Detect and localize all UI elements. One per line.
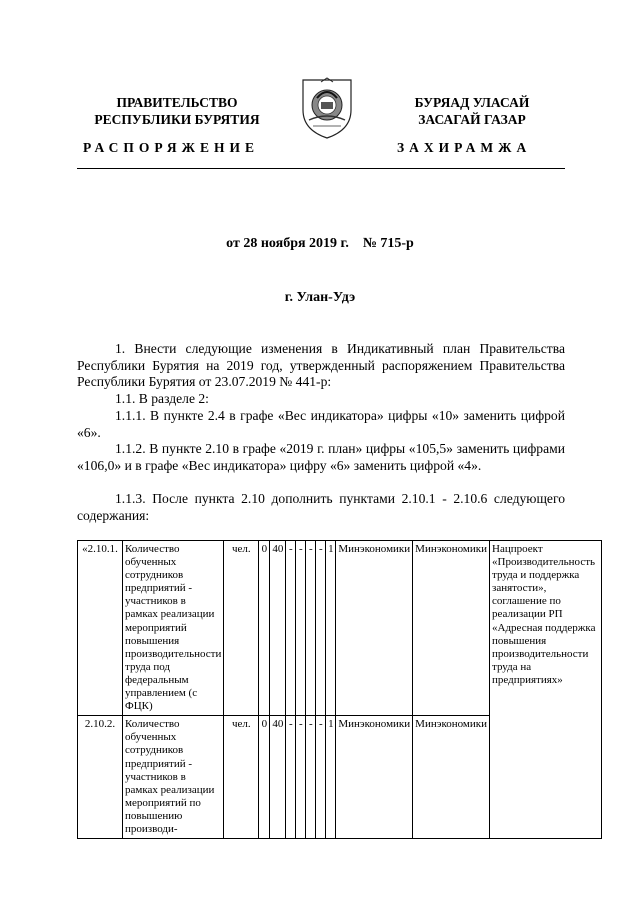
value-cell: 0: [259, 716, 270, 839]
paragraph-1-1-2: 1.1.2. В пункте 2.10 в графе «2019 г. план» цифры «105,5» заменить цифрами «106,0» и в графе «Вес индикатора» цифру «6» заменить цифрой «4».: [77, 441, 565, 473]
paragraph-1-1-3: 1.1.3. После пункта 2.10 дополнить пунктами 2.10.1 - 2.10.6 следующего содержания:: [77, 491, 565, 523]
value-cell: -: [286, 716, 296, 839]
weight-cell: 1: [326, 716, 336, 839]
responsible-cell: Минэкономики: [336, 716, 413, 839]
value-cell: -: [296, 716, 306, 839]
date-number: от 28 ноября 2019 г. № 715-р: [226, 236, 414, 251]
note-cell: [490, 541, 602, 839]
value-cell: 40: [270, 541, 286, 716]
value-cell: -: [296, 541, 306, 716]
unit-cell: чел.: [224, 541, 259, 716]
value-cell: -: [306, 541, 316, 716]
header-right-line2: ЗАСАГАЙ ГАЗАР: [418, 112, 526, 127]
doc-type-left: РАСПОРЯЖЕНИЕ: [83, 140, 260, 155]
header-left-line1: ПРАВИТЕЛЬСТВО: [116, 95, 238, 110]
value-cell: -: [316, 716, 326, 839]
weight-cell: 1: [326, 541, 336, 716]
row-number: 2.10.2.: [78, 716, 123, 839]
emblem-icon: [299, 76, 355, 142]
value-cell: -: [286, 541, 296, 716]
header-left-line2: РЕСПУБЛИКИ БУРЯТИЯ: [94, 112, 260, 127]
paragraph-1-1: 1.1. В разделе 2:: [115, 391, 209, 406]
note-text: Нацпроект «Производительность труда и поддержка занятости», соглашение по реализации РП «Адресная поддержка повышения производительности труда на предприятиях»: [492, 543, 596, 686]
header-right: [372, 94, 572, 128]
city: г. Улан-Удэ: [284, 290, 356, 305]
value-cell: -: [316, 541, 326, 716]
header-divider: [77, 168, 565, 169]
header-right-line1: БУРЯАД УЛАСАЙ: [414, 95, 530, 110]
value-cell: 0: [259, 541, 270, 716]
responsible-cell: Минэкономики: [336, 541, 413, 716]
unit-cell: чел.: [224, 716, 259, 839]
table-row: [78, 541, 602, 716]
paragraph-1: 1. Внести следующие изменения в Индикативный план Правительства Республики Бурятия на 2019 год, утвержденный распоряжением Правительства Республики Бурятия от 23.07.2019 № 441-р:: [77, 341, 565, 390]
paragraph-1-1-1: 1.1.1. В пункте 2.4 в графе «Вес индикатора» цифры «10» заменить цифрой «6».: [77, 408, 565, 440]
row-number: «2.10.1.: [78, 541, 123, 716]
indicator-name: Количество обученных сотрудников предприятий - участников в рамках реализации мероприятий повышения производительности труда под федеральным управлением (с ФЦК): [123, 541, 224, 716]
responsible-cell: Минэкономики: [413, 716, 490, 839]
doc-type-right: ЗАХИРАМЖА: [397, 140, 532, 155]
header-left: [77, 94, 277, 128]
value-cell: 40: [270, 716, 286, 839]
indicator-table: [77, 540, 602, 839]
value-cell: -: [306, 716, 316, 839]
indicator-name: Количество обученных сотрудников предприятий - участников в рамках реализации мероприятий по повышению производи-: [123, 716, 224, 839]
coat-of-arms-emblem: [299, 76, 355, 142]
responsible-cell: Минэкономики: [413, 541, 490, 716]
